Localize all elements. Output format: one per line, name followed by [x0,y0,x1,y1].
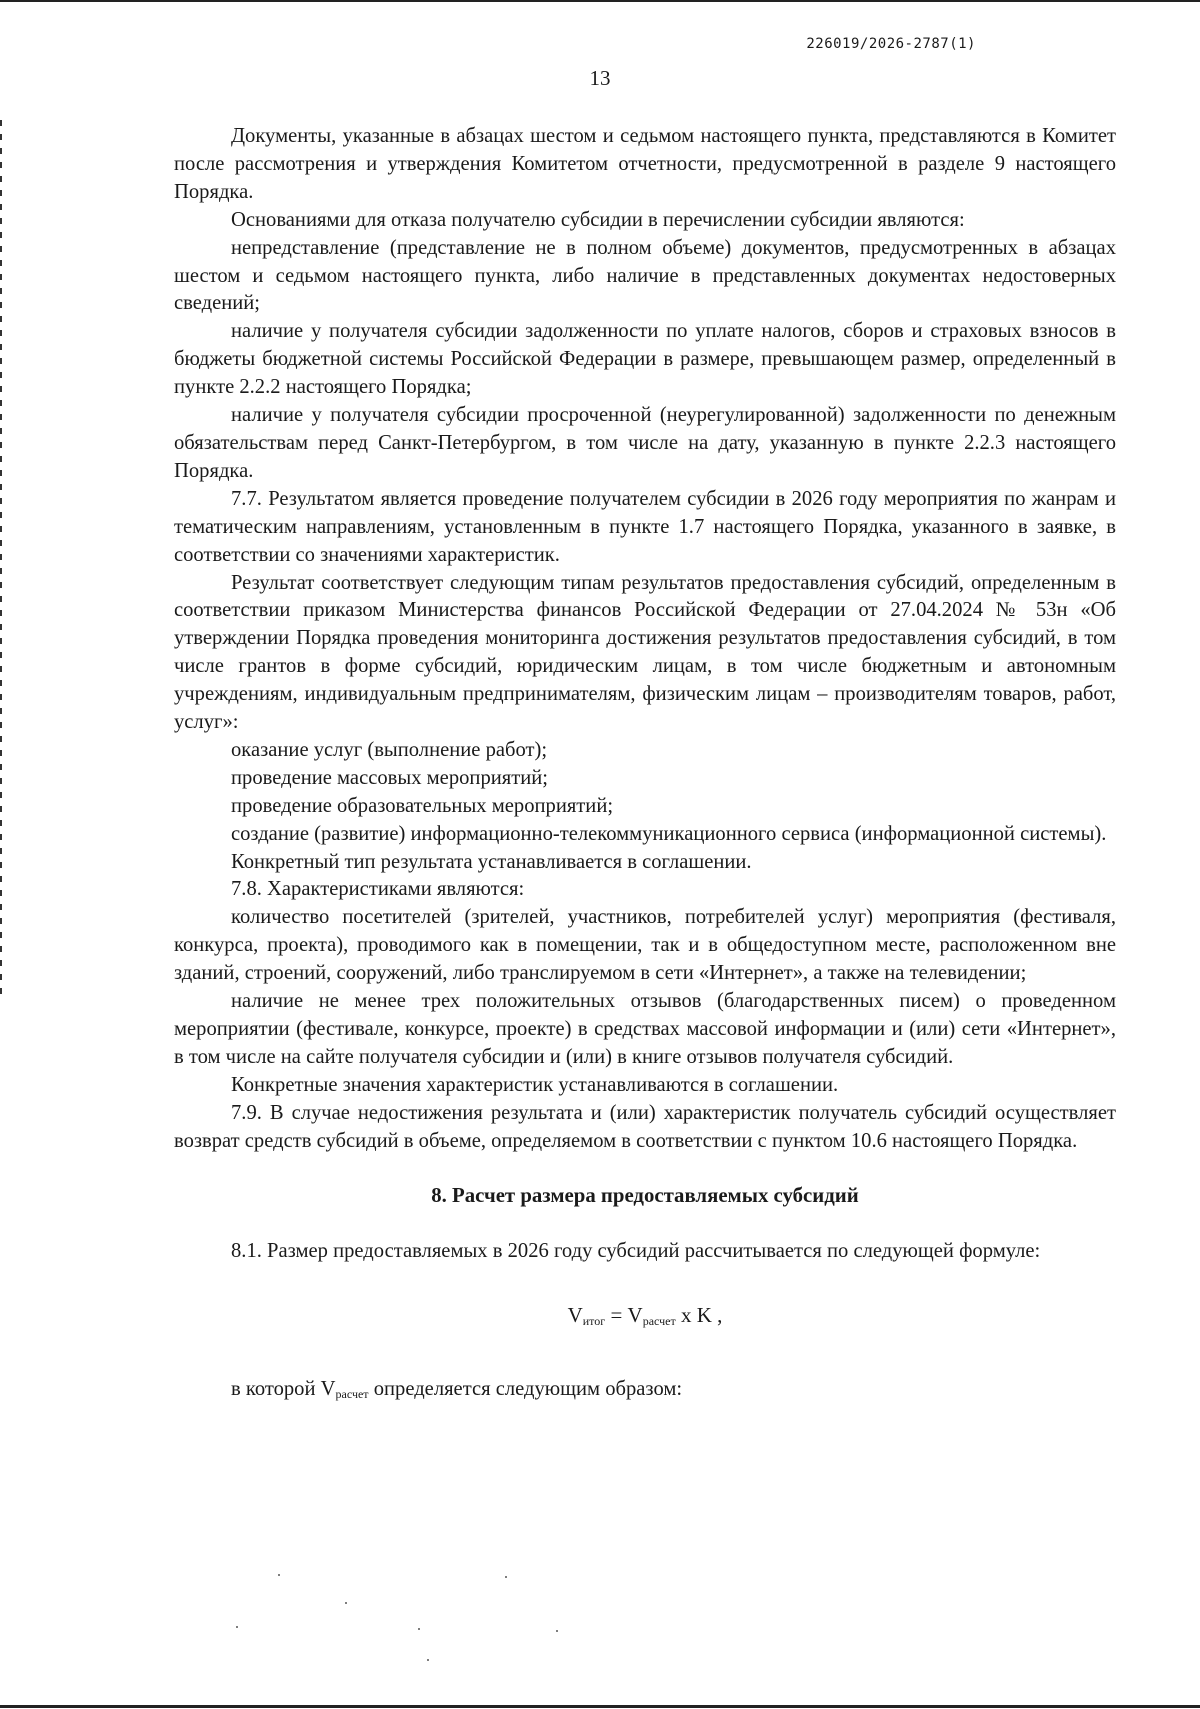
formula-note-sub: расчет [335,1387,369,1402]
list-item: создание (развитие) информационно-телекоммуникационного сервиса (информационной системы). [231,822,1107,845]
formula-note-before: в которой V [231,1378,336,1401]
paragraph: наличие не менее трех положительных отзывов (благодарственных писем) о проведенном мероприятии (фестивале, конкурсе, проекте) в средствах массовой информации и (или) сети «Интернет», в том числе на сайте получателя субсидии и (или) в книге отзывов получателя субсидий. [174,990,1116,1068]
formula [174,1302,1116,1336]
paragraph: Документы, указанные в абзацах шестом и седьмом настоящего пункта, представляются в Комитет после рассмотрения и утверждения Комитетом отчетности, предусмотренной в разделе 9 настоящего Порядка. [174,125,1116,203]
paragraph: наличие у получателя субсидии просроченной (неурегулированной) задолженности по денежным обязательствам перед Санкт-Петербургом, в том числе на дату, указанную в пункте 2.2.3 настоящего Порядка. [174,404,1116,482]
paragraph: Результат соответствует следующим типам результатов предоставления субсидий, определенным в соответствии приказом Министерства финансов Российской Федерации от 27.04.2024 № 53н «Об утверждении Порядка проведения мониторинга достижения результатов предоставления субсидий, в том числе грантов в форме субсидий, юридическим лицам, в том числе бюджетным и автономным учреждениям, индивидуальным предпринимателям, физическим лицам – производителям товаров, работ, услуг»: [174,571,1116,734]
formula-equals: = [605,1303,628,1328]
paragraph: 8.1. Размер предоставляемых в 2026 году субсидий рассчитывается по следующей формуле: [231,1240,1041,1263]
scan-border-left [0,120,2,1000]
formula-v-itog: V [567,1303,583,1328]
page-number: 13 [589,66,611,90]
formula-v-raschet: V [627,1303,643,1328]
scan-border-bottom [0,1705,1200,1708]
formula-sub-raschet: расчет [642,1314,676,1329]
paragraph: 7.7. Результатом является проведение получателем субсидии в 2026 году мероприятия по жанрам и тематическим направлениям, установленным в пункте 1.7 настоящего Порядка, указанного в заявке, в соответствии со значениями характеристик. [174,487,1116,566]
formula-tail: x K , [675,1303,723,1328]
paragraph: Конкретный тип результата устанавливается в соглашении. [231,850,752,873]
paragraph: 7.8. Характеристиками являются: [231,878,525,901]
formula-note-after: определяется следующим образом: [368,1378,683,1401]
paragraph: наличие у получателя субсидии задолженности по уплате налогов, сборов и страховых взносов в бюджеты бюджетной системы Российской Федерации в размере, превышающем размер, определенный в пункте 2.2.2 настоящего Порядка; [174,320,1116,399]
list-item: оказание услуг (выполнение работ); [231,738,548,761]
list-item: проведение образовательных мероприятий; [231,794,614,817]
paragraph: количество посетителей (зрителей, участников, потребителей услуг) мероприятия (фестиваля, конкурса, проекта), проводимого как в помещении, так и в общедоступном месте, расположенном вне зданий, строений, сооружений, либо транслируемом в сети «Интернет», а также на телевидении; [174,906,1116,985]
document-body [174,123,1116,1409]
paragraph: Конкретные значения характеристик устанавливаются в соглашении. [231,1073,839,1096]
paragraph: 7.9. В случае недостижения результата и (или) характеристик получатель субсидий осуществляет возврат средств субсидий в объеме, определяемом в соответствии с пунктом 10.6 настоящего Порядка. [174,1101,1116,1152]
scan-border-top [0,0,1200,2]
formula-note [174,1376,1116,1409]
document-number: 226019/2026-2787(1) [806,36,976,52]
paragraph: непредставление (представление не в полном объеме) документов, предусмотренных в абзацах шестом и седьмом настоящего пункта, либо наличие в представленных документах недостоверных сведений; [174,236,1116,315]
formula-sub-itog: итог [582,1314,606,1329]
section-heading: 8. Расчет размера предоставляемых субсидий [431,1183,859,1207]
paragraph: Основаниями для отказа получателю субсидии в перечислении субсидии являются: [231,208,965,231]
list-item: проведение массовых мероприятий; [231,766,548,789]
